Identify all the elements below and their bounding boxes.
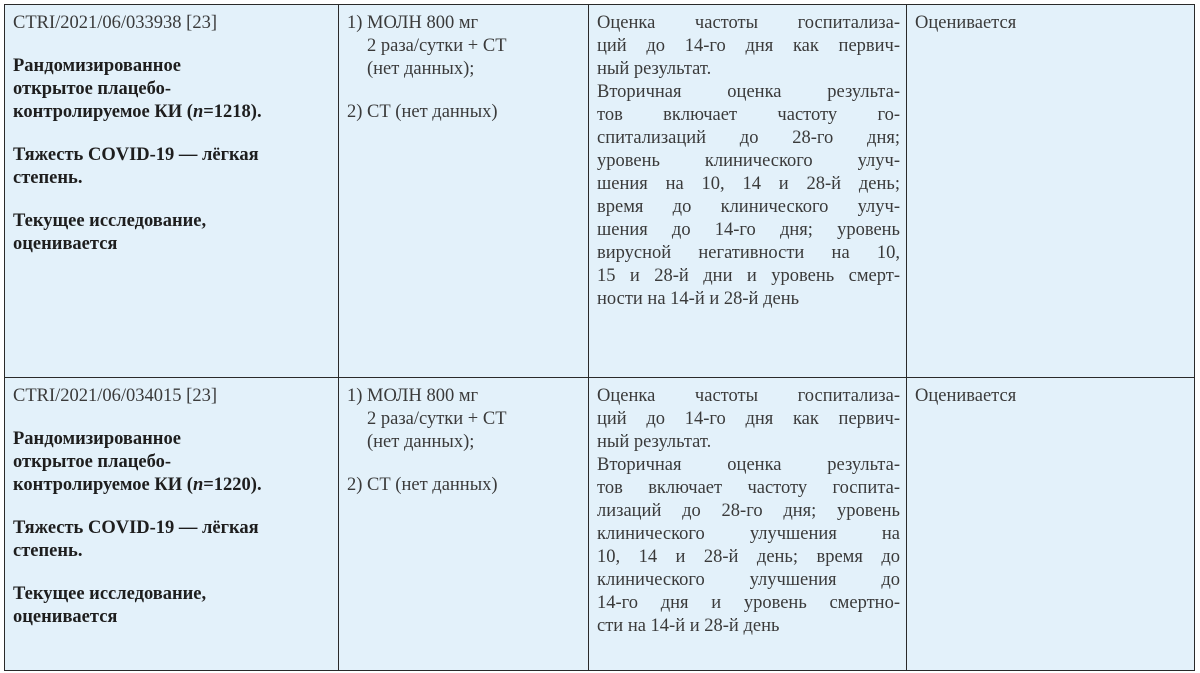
outcome-secondary-line: шения до 14-го дня; уровень xyxy=(597,220,900,240)
outcome-secondary-line: клинического улучшения до xyxy=(597,570,900,590)
outcome-secondary-line: сти на 14-й и 28-й день xyxy=(597,616,780,636)
design-line: открытое плацебо- xyxy=(13,452,171,472)
design-line: контролируемое КИ (n=1220). xyxy=(13,475,262,495)
trials-table xyxy=(4,4,1195,671)
outcome-secondary-line: шения на 10, 14 и 28-й день; xyxy=(597,174,900,194)
design-line: контролируемое КИ (n=1218). xyxy=(13,102,262,122)
result-cell xyxy=(907,5,1195,378)
design-line: Рандомизированное xyxy=(13,56,181,76)
outcome-secondary-line: ности на 14-й и 28-й день xyxy=(597,289,800,309)
status-line: Текущее исследование, xyxy=(13,211,207,231)
intervention-cell xyxy=(339,378,589,671)
intervention-2-line: 2) СТ (нет данных) xyxy=(347,102,498,122)
sample-size-label: n xyxy=(192,102,204,122)
outcome-primary-line: ный результат. xyxy=(597,59,712,79)
outcome-cell xyxy=(589,5,907,378)
intervention-1-line: 1) МОЛН 800 мг xyxy=(347,13,479,33)
intervention-1-line: (нет данных); xyxy=(367,59,475,79)
result-cell xyxy=(907,378,1195,671)
sample-size-label: n xyxy=(192,475,204,495)
study-id: CTRI/2021/06/034015 [23] xyxy=(13,386,218,406)
outcome-secondary-line: время до клинического улуч- xyxy=(597,197,900,217)
outcome-primary-line: ций до 14-го дня как первич- xyxy=(597,36,900,56)
outcome-primary-line: Оценка частоты госпитализа- xyxy=(597,386,900,406)
severity-line: степень. xyxy=(13,168,83,188)
outcome-secondary-line: тов включает частоту го- xyxy=(597,105,900,125)
table-row xyxy=(5,378,1195,671)
outcome-secondary-line: уровень клинического улуч- xyxy=(597,151,900,171)
outcome-primary-line: ный результат. xyxy=(597,432,712,452)
intervention-1-line: 2 раза/сутки + СТ xyxy=(367,409,507,429)
outcome-cell xyxy=(589,378,907,671)
outcome-secondary-line: спитализаций до 28-го дня; xyxy=(597,128,900,148)
outcome-primary-line: Оценка частоты госпитализа- xyxy=(597,13,900,33)
severity-line: степень. xyxy=(13,541,83,561)
outcome-secondary-line: тов включает частоту госпита- xyxy=(597,478,900,498)
outcome-secondary-line: 15 и 28-й дни и уровень смерт- xyxy=(597,266,900,286)
study-cell xyxy=(5,378,339,671)
severity-line: Тяжесть COVID-19 — лёгкая xyxy=(13,518,259,538)
design-line: открытое плацебо- xyxy=(13,79,171,99)
sample-size-value: =1218). xyxy=(203,102,262,122)
study-id: CTRI/2021/06/033938 [23] xyxy=(13,13,218,33)
status-line: оценивается xyxy=(13,234,118,254)
outcome-primary-line: ций до 14-го дня как первич- xyxy=(597,409,900,429)
outcome-secondary-line: Вторичная оценка результа- xyxy=(597,455,900,475)
outcome-secondary-line: 10, 14 и 28-й день; время до xyxy=(597,547,900,567)
outcome-secondary-line: вирусной негативности на 10, xyxy=(597,243,900,263)
outcome-secondary-line: 14-го дня и уровень смертно- xyxy=(597,593,900,613)
severity-line: Тяжесть COVID-19 — лёгкая xyxy=(13,145,259,165)
result-text: Оценивается xyxy=(915,13,1017,33)
result-text: Оценивается xyxy=(915,386,1017,406)
status-line: оценивается xyxy=(13,607,118,627)
intervention-cell xyxy=(339,5,589,378)
outcome-secondary-line: лизаций до 28-го дня; уровень xyxy=(597,501,900,521)
sample-size-value: =1220). xyxy=(203,475,262,495)
intervention-1-line: (нет данных); xyxy=(367,432,475,452)
intervention-1-line: 1) МОЛН 800 мг xyxy=(347,386,479,406)
outcome-secondary-line: клинического улучшения на xyxy=(597,524,900,544)
table-row xyxy=(5,5,1195,378)
outcome-secondary-line: Вторичная оценка результа- xyxy=(597,82,900,102)
intervention-1-line: 2 раза/сутки + СТ xyxy=(367,36,507,56)
design-line: Рандомизированное xyxy=(13,429,181,449)
status-line: Текущее исследование, xyxy=(13,584,207,604)
intervention-2-line: 2) СТ (нет данных) xyxy=(347,475,498,495)
study-cell xyxy=(5,5,339,378)
